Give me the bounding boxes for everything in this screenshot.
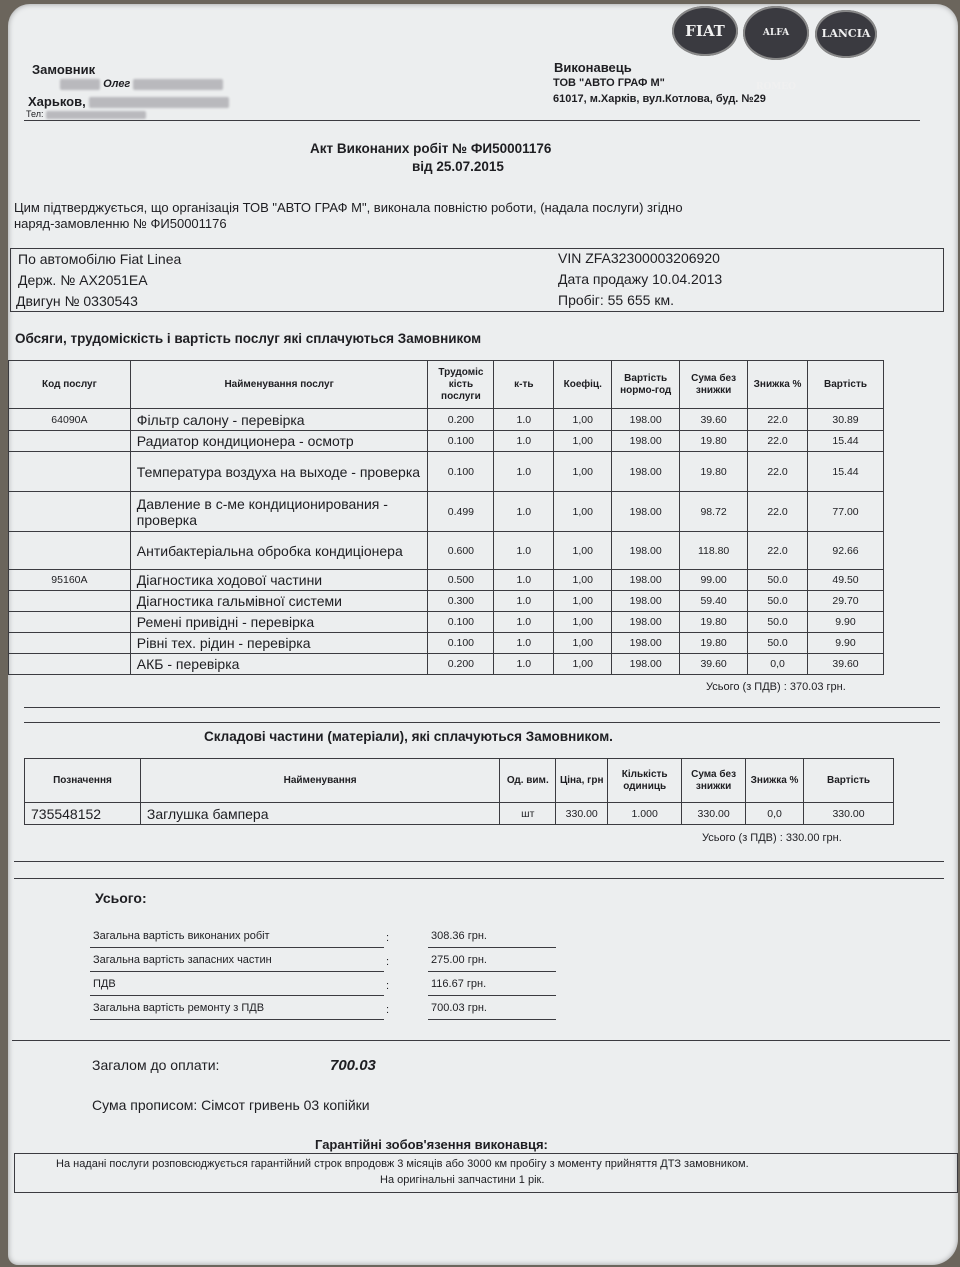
service-code — [9, 591, 131, 612]
contractor-address: 61017, м.Харків, вул.Котлова, буд. №29 — [553, 93, 766, 105]
service-sum: 59.40 — [680, 591, 748, 612]
col-sum-no-discount: Сума без знижки — [682, 759, 746, 803]
contractor-heading: Виконавець — [554, 60, 632, 75]
document-title: Акт Виконаних робіт № ФИ50001176 — [310, 141, 552, 156]
service-discount: 22.0 — [748, 492, 808, 532]
service-cost: 39.60 — [808, 654, 884, 675]
confirmation-text: Цим підтверджується, що організація ТОВ "АВТО ГРАФ М", виконала повністю роботи, (надала послуги) згідно — [14, 200, 683, 215]
service-qty: 1.0 — [494, 492, 554, 532]
service-qty: 1.0 — [494, 612, 554, 633]
service-rate: 198.00 — [612, 532, 680, 570]
service-code — [9, 532, 131, 570]
service-coef: 1,00 — [554, 633, 612, 654]
service-labor: 0.100 — [428, 633, 494, 654]
col-unit: Од. вим. — [500, 759, 556, 803]
service-sum: 98.72 — [680, 492, 748, 532]
service-labor: 0.500 — [428, 570, 494, 591]
divider — [14, 861, 944, 862]
service-rate: 198.00 — [612, 654, 680, 675]
redacted-block — [89, 97, 229, 108]
part-discount: 0,0 — [746, 803, 804, 825]
phone-label: Тел: — [26, 109, 44, 119]
service-name: Діагностика гальмівної системи — [130, 591, 428, 612]
service-name: Давление в с-ме кондиционирования - проверка — [130, 492, 428, 532]
col-cost: Вартість — [804, 759, 894, 803]
service-name: Температура воздуха на выходе - проверка — [130, 452, 428, 492]
service-name: Антибактеріальна обробка кондиціонера — [130, 532, 428, 570]
table-row — [9, 654, 884, 675]
service-rate: 198.00 — [612, 431, 680, 452]
customer-name — [60, 78, 223, 90]
table-row — [9, 492, 884, 532]
service-qty: 1.0 — [494, 452, 554, 492]
service-qty: 1.0 — [494, 532, 554, 570]
redacted-block — [133, 79, 223, 90]
service-rate: 198.00 — [612, 633, 680, 654]
service-code: 64090A — [9, 409, 131, 431]
header-divider — [24, 120, 920, 121]
col-part-name: Найменування — [140, 759, 499, 803]
service-rate: 198.00 — [612, 612, 680, 633]
services-table — [8, 360, 884, 675]
col-labor: Трудоміс кість послуги — [428, 361, 494, 409]
service-coef: 1,00 — [554, 570, 612, 591]
summary-underline — [90, 947, 384, 948]
summary-label: Загальна вартість виконаних робіт — [93, 930, 270, 942]
amount-in-words: Сума прописом: Сімсот гривень 03 копійки — [92, 1097, 370, 1113]
customer-first-name: Олег — [103, 78, 131, 90]
service-cost: 9.90 — [808, 612, 884, 633]
service-code — [9, 452, 131, 492]
document-date: від 25.07.2015 — [412, 159, 504, 174]
service-code — [9, 431, 131, 452]
payable-amount: 700.03 — [330, 1057, 376, 1074]
service-sum: 19.80 — [680, 633, 748, 654]
table-row — [9, 409, 884, 431]
service-coef: 1,00 — [554, 492, 612, 532]
service-qty: 1.0 — [494, 591, 554, 612]
table-row — [9, 591, 884, 612]
service-labor: 0.100 — [428, 452, 494, 492]
service-code — [9, 612, 131, 633]
service-rate: 198.00 — [612, 570, 680, 591]
col-coef: Коефіц. — [554, 361, 612, 409]
col-code: Код послуг — [9, 361, 131, 409]
vehicle-engine: Двигун № 0330543 — [16, 293, 138, 309]
service-cost: 92.66 — [808, 532, 884, 570]
payable-label: Загалом до оплати: — [92, 1057, 220, 1073]
divider — [24, 707, 940, 708]
col-qty: к-ть — [494, 361, 554, 409]
service-cost: 9.90 — [808, 633, 884, 654]
summary-underline — [428, 1019, 556, 1020]
col-designation: Позначення — [25, 759, 141, 803]
service-coef: 1,00 — [554, 431, 612, 452]
service-rate: 198.00 — [612, 591, 680, 612]
confirmation-text-2: наряд-замовленню № ФИ50001176 — [14, 216, 227, 231]
service-labor: 0.100 — [428, 431, 494, 452]
summary-underline — [90, 1019, 384, 1020]
service-name: Діагностика ходової частини — [130, 570, 428, 591]
service-cost: 15.44 — [808, 452, 884, 492]
service-coef: 1,00 — [554, 532, 612, 570]
divider — [24, 722, 940, 723]
service-rate: 198.00 — [612, 409, 680, 431]
service-labor: 0.499 — [428, 492, 494, 532]
part-code: 735548152 — [25, 803, 141, 825]
part-unit: шт — [500, 803, 556, 825]
col-price: Ціна, грн — [556, 759, 608, 803]
vehicle-mileage: Пробіг: 55 655 км. — [558, 292, 674, 308]
service-code: 95160A — [9, 570, 131, 591]
customer-city-text: Харьков, — [28, 94, 86, 109]
contractor-name: ТОВ "АВТО ГРАФ М" — [553, 77, 665, 89]
service-qty: 1.0 — [494, 570, 554, 591]
service-cost: 49.50 — [808, 570, 884, 591]
col-hour-cost: Вартість нормо-год — [612, 361, 680, 409]
service-discount: 50.0 — [748, 633, 808, 654]
service-name: АКБ - перевірка — [130, 654, 428, 675]
service-coef: 1,00 — [554, 654, 612, 675]
summary-underline — [90, 971, 384, 972]
guarantee-text-1: На надані послуги розповсюджується гарантійний строк впродовж 3 місяців або 3000 км пробігу з моменту прийняття ДТЗ замовником. — [56, 1158, 749, 1170]
redacted-block — [60, 79, 100, 90]
summary-value: 308.36 грн. — [431, 930, 487, 942]
parts-table — [24, 758, 894, 825]
table-row — [9, 532, 884, 570]
service-labor: 0.300 — [428, 591, 494, 612]
summary-value: 116.67 грн. — [431, 978, 487, 990]
vehicle-vin: VIN ZFA32300003206920 — [558, 250, 720, 266]
summary-heading: Усього: — [95, 890, 147, 906]
vehicle-model: По автомобілю Fiat Linea — [18, 251, 182, 267]
service-sum: 39.60 — [680, 654, 748, 675]
divider — [14, 878, 944, 879]
service-qty: 1.0 — [494, 654, 554, 675]
service-discount: 50.0 — [748, 570, 808, 591]
service-cost: 77.00 — [808, 492, 884, 532]
service-coef: 1,00 — [554, 452, 612, 492]
summary-underline — [428, 995, 556, 996]
table-row — [25, 803, 894, 825]
summary-label: ПДВ — [93, 978, 116, 990]
col-quantity: Кількість одиниць — [608, 759, 682, 803]
service-qty: 1.0 — [494, 431, 554, 452]
summary-underline — [428, 971, 556, 972]
service-rate: 198.00 — [612, 452, 680, 492]
service-code — [9, 492, 131, 532]
service-sum: 19.80 — [680, 431, 748, 452]
redacted-block — [46, 111, 146, 119]
service-qty: 1.0 — [494, 633, 554, 654]
service-cost: 15.44 — [808, 431, 884, 452]
service-labor: 0.600 — [428, 532, 494, 570]
service-sum: 19.80 — [680, 452, 748, 492]
service-cost: 29.70 — [808, 591, 884, 612]
part-cost: 330.00 — [804, 803, 894, 825]
divider — [12, 1040, 950, 1041]
table-row — [9, 452, 884, 492]
table-row — [9, 612, 884, 633]
service-sum: 39.60 — [680, 409, 748, 431]
vehicle-plate: Держ. № AX2051EA — [18, 272, 148, 288]
service-code — [9, 633, 131, 654]
part-sum: 330.00 — [682, 803, 746, 825]
summary-separator: : — [386, 1004, 390, 1016]
service-labor: 0.200 — [428, 654, 494, 675]
service-rate: 198.00 — [612, 492, 680, 532]
lancia-logo: LANCIA — [815, 10, 877, 58]
vehicle-sale-date: Дата продажу 10.04.2013 — [558, 271, 723, 287]
summary-separator: : — [386, 980, 390, 992]
service-cost: 30.89 — [808, 409, 884, 431]
col-discount: Знижка % — [748, 361, 808, 409]
guarantee-text-2: На оригінальні запчастини 1 рік. — [380, 1174, 545, 1186]
parts-total: Усього (з ПДВ) : 330.00 грн. — [702, 832, 842, 844]
service-discount: 22.0 — [748, 431, 808, 452]
service-discount: 0,0 — [748, 654, 808, 675]
customer-city — [28, 94, 229, 109]
service-name: Ремені привідні - перевірка — [130, 612, 428, 633]
guarantee-heading: Гарантійні зобов'язення виконавця: — [315, 1137, 548, 1152]
part-price: 330.00 — [556, 803, 608, 825]
summary-value: 275.00 грн. — [431, 954, 487, 966]
service-coef: 1,00 — [554, 612, 612, 633]
summary-separator: : — [386, 956, 390, 968]
part-qty: 1.000 — [608, 803, 682, 825]
summary-label: Загальна вартість ремонту з ПДВ — [93, 1002, 265, 1014]
customer-heading: Замовник — [32, 62, 96, 77]
summary-underline — [90, 995, 384, 996]
col-name: Найменування послуг — [130, 361, 428, 409]
summary-separator: : — [386, 932, 390, 944]
customer-phone — [26, 109, 146, 119]
summary-underline — [428, 947, 556, 948]
service-discount: 22.0 — [748, 409, 808, 431]
table-row — [9, 570, 884, 591]
service-code — [9, 654, 131, 675]
service-discount: 50.0 — [748, 612, 808, 633]
summary-label: Загальна вартість запасних частин — [93, 954, 272, 966]
service-sum: 19.80 — [680, 612, 748, 633]
col-sum-no-discount: Сума без знижки — [680, 361, 748, 409]
service-name: Рівні тех. рідин - перевірка — [130, 633, 428, 654]
service-sum: 99.00 — [680, 570, 748, 591]
table-row — [9, 633, 884, 654]
col-cost: Вартість — [808, 361, 884, 409]
table-row — [9, 431, 884, 452]
fiat-logo: FIAT — [672, 6, 738, 56]
alfa-romeo-logo: ALFA ROMEO — [743, 6, 809, 60]
service-name: Фільтр салону - перевірка — [130, 409, 428, 431]
service-name: Радиатор кондиционера - осмотр — [130, 431, 428, 452]
service-coef: 1,00 — [554, 591, 612, 612]
service-sum: 118.80 — [680, 532, 748, 570]
service-discount: 22.0 — [748, 532, 808, 570]
service-labor: 0.100 — [428, 612, 494, 633]
part-name: Заглушка бампера — [140, 803, 499, 825]
summary-value: 700.03 грн. — [431, 1002, 487, 1014]
service-discount: 50.0 — [748, 591, 808, 612]
col-discount: Знижка % — [746, 759, 804, 803]
service-coef: 1,00 — [554, 409, 612, 431]
service-discount: 22.0 — [748, 452, 808, 492]
parts-heading: Складові частини (матеріали), які сплачуються Замовником. — [204, 729, 613, 744]
services-total: Усього (з ПДВ) : 370.03 грн. — [706, 681, 846, 693]
services-heading: Обсяги, трудоміскість і вартість послуг які сплачуються Замовником — [15, 331, 482, 346]
service-qty: 1.0 — [494, 409, 554, 431]
service-labor: 0.200 — [428, 409, 494, 431]
